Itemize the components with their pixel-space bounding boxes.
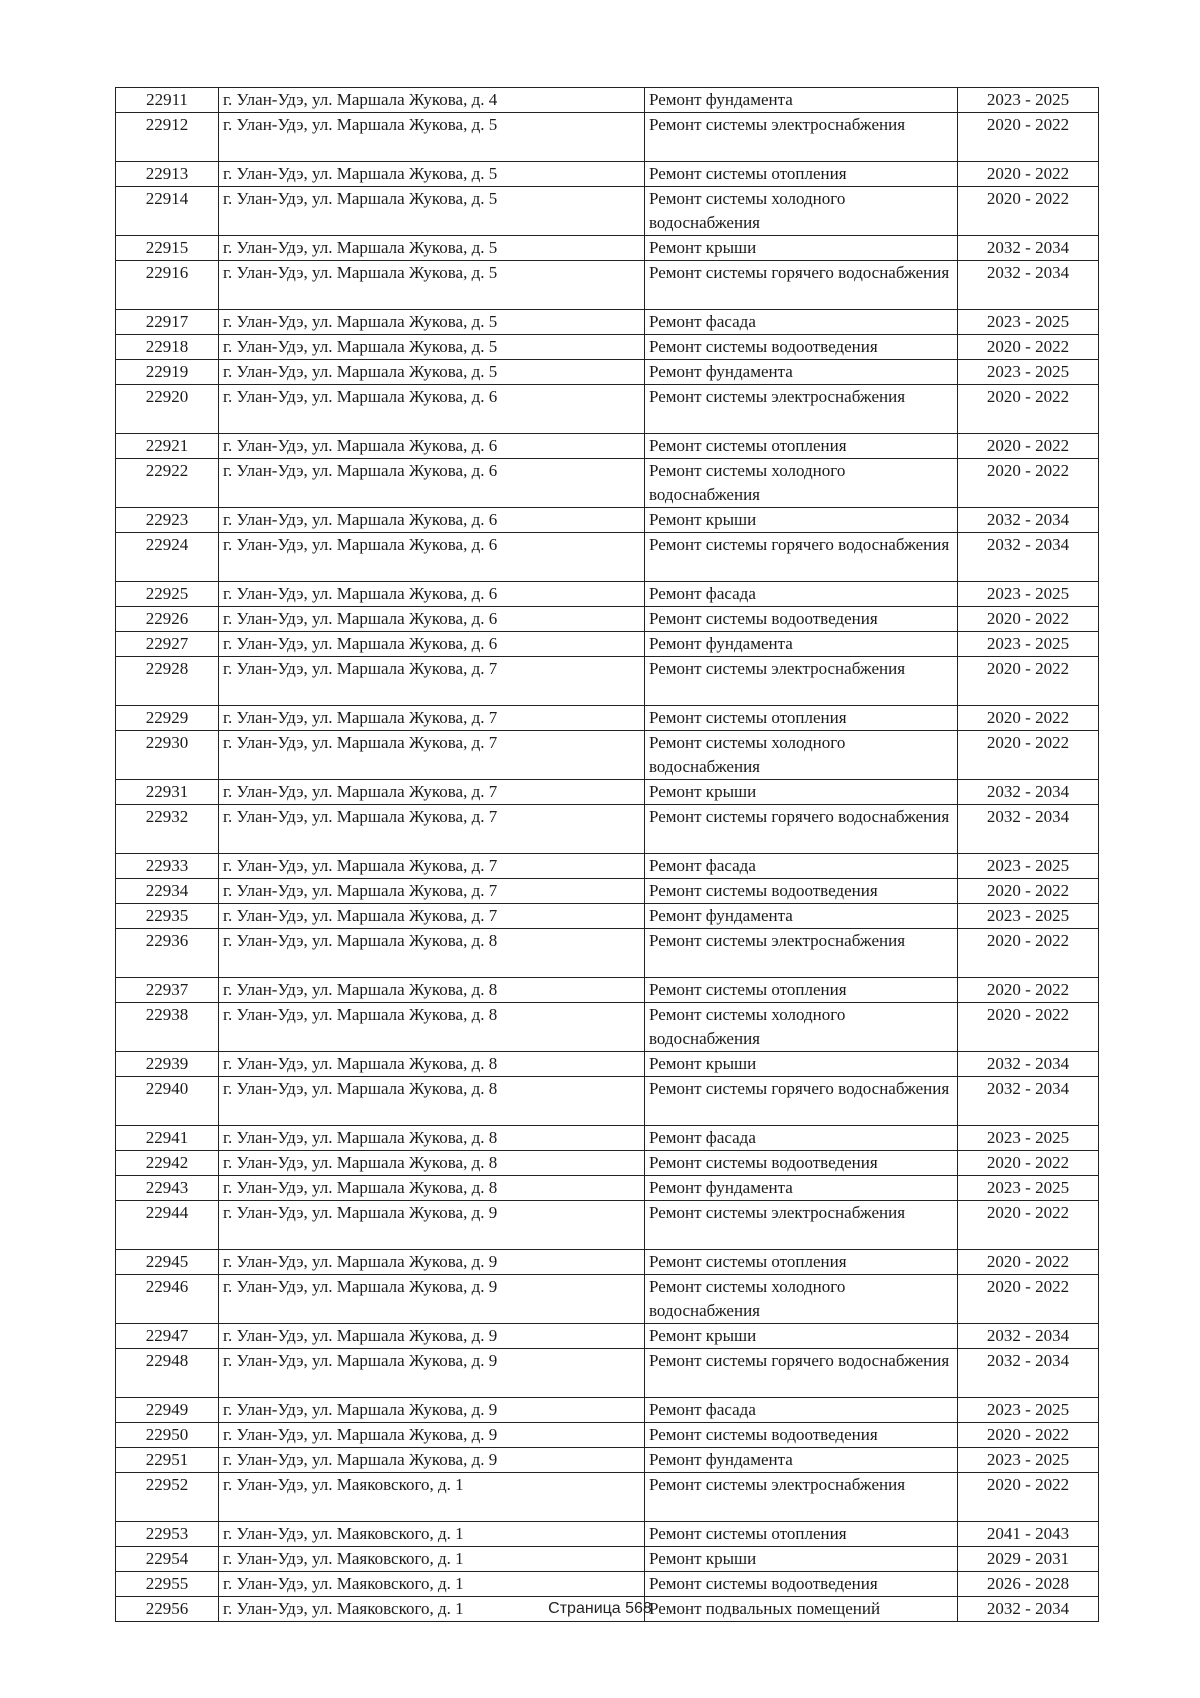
address-cell: г. Улан-Удэ, ул. Маршала Жукова, д. 8 (219, 1176, 645, 1201)
period-cell: 2020 - 2022 (958, 1473, 1099, 1522)
row-number: 22928 (116, 657, 219, 706)
work-type-cell: Ремонт фасада (645, 582, 958, 607)
table-row (116, 904, 1099, 929)
table-row (116, 1398, 1099, 1423)
address-cell: г. Улан-Удэ, ул. Маршала Жукова, д. 7 (219, 706, 645, 731)
table-row (116, 1052, 1099, 1077)
address-cell: г. Улан-Удэ, ул. Маршала Жукова, д. 6 (219, 582, 645, 607)
row-number: 22916 (116, 261, 219, 310)
period-cell: 2026 - 2028 (958, 1572, 1099, 1597)
row-number: 22956 (116, 1597, 219, 1622)
table-row (116, 434, 1099, 459)
period-cell: 2020 - 2022 (958, 607, 1099, 632)
table-row (116, 1324, 1099, 1349)
period-cell: 2032 - 2034 (958, 236, 1099, 261)
address-cell: г. Улан-Удэ, ул. Маяковского, д. 1 (219, 1597, 645, 1622)
table-row (116, 1275, 1099, 1324)
work-type-cell: Ремонт системы горячего водоснабжения (645, 1349, 958, 1398)
work-type-cell: Ремонт крыши (645, 508, 958, 533)
table-row (116, 533, 1099, 582)
row-number: 22935 (116, 904, 219, 929)
work-type-cell: Ремонт системы электроснабжения (645, 385, 958, 434)
period-cell: 2020 - 2022 (958, 706, 1099, 731)
address-cell: г. Улан-Удэ, ул. Маршала Жукова, д. 6 (219, 434, 645, 459)
table-body (116, 88, 1099, 1622)
work-type-cell: Ремонт системы электроснабжения (645, 1473, 958, 1522)
table-row (116, 385, 1099, 434)
period-cell: 2023 - 2025 (958, 360, 1099, 385)
work-type-cell: Ремонт системы водоотведения (645, 1423, 958, 1448)
work-type-cell: Ремонт фасада (645, 310, 958, 335)
address-cell: г. Улан-Удэ, ул. Маршала Жукова, д. 8 (219, 978, 645, 1003)
address-cell: г. Улан-Удэ, ул. Маршала Жукова, д. 7 (219, 780, 645, 805)
period-cell: 2023 - 2025 (958, 1176, 1099, 1201)
work-type-cell: Ремонт фундамента (645, 88, 958, 113)
work-type-cell: Ремонт системы холодного водоснабжения (645, 459, 958, 508)
table-row (116, 879, 1099, 904)
work-type-cell: Ремонт подвальных помещений (645, 1597, 958, 1622)
row-number: 22921 (116, 434, 219, 459)
period-cell: 2023 - 2025 (958, 854, 1099, 879)
work-type-cell: Ремонт системы горячего водоснабжения (645, 533, 958, 582)
row-number: 22929 (116, 706, 219, 731)
period-cell: 2020 - 2022 (958, 1423, 1099, 1448)
work-type-cell: Ремонт системы горячего водоснабжения (645, 261, 958, 310)
table-row (116, 1176, 1099, 1201)
table-row (116, 1547, 1099, 1572)
address-cell: г. Улан-Удэ, ул. Маршала Жукова, д. 8 (219, 1052, 645, 1077)
table-row (116, 780, 1099, 805)
period-cell: 2032 - 2034 (958, 1349, 1099, 1398)
work-type-cell: Ремонт системы водоотведения (645, 1151, 958, 1176)
work-type-cell: Ремонт крыши (645, 236, 958, 261)
table-row (116, 657, 1099, 706)
period-cell: 2029 - 2031 (958, 1547, 1099, 1572)
table-row (116, 854, 1099, 879)
row-number: 22922 (116, 459, 219, 508)
row-number: 22926 (116, 607, 219, 632)
address-cell: г. Улан-Удэ, ул. Маршала Жукова, д. 7 (219, 805, 645, 854)
address-cell: г. Улан-Удэ, ул. Маршала Жукова, д. 5 (219, 310, 645, 335)
address-cell: г. Улан-Удэ, ул. Маршала Жукова, д. 5 (219, 236, 645, 261)
address-cell: г. Улан-Удэ, ул. Маршала Жукова, д. 9 (219, 1448, 645, 1473)
work-type-cell: Ремонт системы водоотведения (645, 1572, 958, 1597)
row-number: 22919 (116, 360, 219, 385)
table-row (116, 1572, 1099, 1597)
work-type-cell: Ремонт системы отопления (645, 706, 958, 731)
address-cell: г. Улан-Удэ, ул. Маршала Жукова, д. 9 (219, 1398, 645, 1423)
table-row (116, 607, 1099, 632)
period-cell: 2032 - 2034 (958, 1324, 1099, 1349)
work-type-cell: Ремонт фундамента (645, 632, 958, 657)
table-row (116, 236, 1099, 261)
row-number: 22954 (116, 1547, 219, 1572)
table-row (116, 508, 1099, 533)
table-row (116, 261, 1099, 310)
address-cell: г. Улан-Удэ, ул. Маршала Жукова, д. 6 (219, 459, 645, 508)
period-cell: 2020 - 2022 (958, 335, 1099, 360)
table-row (116, 805, 1099, 854)
address-cell: г. Улан-Удэ, ул. Маршала Жукова, д. 9 (219, 1201, 645, 1250)
row-number: 22917 (116, 310, 219, 335)
period-cell: 2020 - 2022 (958, 1003, 1099, 1052)
row-number: 22920 (116, 385, 219, 434)
work-type-cell: Ремонт фасада (645, 1398, 958, 1423)
address-cell: г. Улан-Удэ, ул. Маршала Жукова, д. 4 (219, 88, 645, 113)
period-cell: 2020 - 2022 (958, 459, 1099, 508)
work-type-cell: Ремонт фасада (645, 854, 958, 879)
address-cell: г. Улан-Удэ, ул. Маршала Жукова, д. 5 (219, 261, 645, 310)
table-row (116, 978, 1099, 1003)
work-type-cell: Ремонт системы водоотведения (645, 879, 958, 904)
row-number: 22932 (116, 805, 219, 854)
period-cell: 2020 - 2022 (958, 187, 1099, 236)
work-type-cell: Ремонт системы холодного водоснабжения (645, 187, 958, 236)
period-cell: 2023 - 2025 (958, 904, 1099, 929)
work-type-cell: Ремонт крыши (645, 1547, 958, 1572)
row-number: 22953 (116, 1522, 219, 1547)
table-row (116, 113, 1099, 162)
address-cell: г. Улан-Удэ, ул. Маяковского, д. 1 (219, 1547, 645, 1572)
period-cell: 2020 - 2022 (958, 978, 1099, 1003)
period-cell: 2020 - 2022 (958, 1201, 1099, 1250)
period-cell: 2020 - 2022 (958, 434, 1099, 459)
address-cell: г. Улан-Удэ, ул. Маяковского, д. 1 (219, 1473, 645, 1522)
address-cell: г. Улан-Удэ, ул. Маршала Жукова, д. 5 (219, 335, 645, 360)
table-row (116, 88, 1099, 113)
period-cell: 2020 - 2022 (958, 1151, 1099, 1176)
address-cell: г. Улан-Удэ, ул. Маршала Жукова, д. 9 (219, 1324, 645, 1349)
address-cell: г. Улан-Удэ, ул. Маршала Жукова, д. 9 (219, 1275, 645, 1324)
work-type-cell: Ремонт системы отопления (645, 1250, 958, 1275)
work-type-cell: Ремонт крыши (645, 1052, 958, 1077)
period-cell: 2020 - 2022 (958, 879, 1099, 904)
address-cell: г. Улан-Удэ, ул. Маршала Жукова, д. 8 (219, 1126, 645, 1151)
period-cell: 2023 - 2025 (958, 310, 1099, 335)
table-row (116, 1151, 1099, 1176)
period-cell: 2041 - 2043 (958, 1522, 1099, 1547)
table-row (116, 929, 1099, 978)
table-row (116, 360, 1099, 385)
row-number: 22948 (116, 1349, 219, 1398)
work-type-cell: Ремонт системы холодного водоснабжения (645, 1275, 958, 1324)
period-cell: 2032 - 2034 (958, 1077, 1099, 1126)
row-number: 22940 (116, 1077, 219, 1126)
row-number: 22944 (116, 1201, 219, 1250)
work-type-cell: Ремонт системы горячего водоснабжения (645, 805, 958, 854)
table-row (116, 1201, 1099, 1250)
row-number: 22915 (116, 236, 219, 261)
period-cell: 2020 - 2022 (958, 929, 1099, 978)
address-cell: г. Улан-Удэ, ул. Маршала Жукова, д. 8 (219, 929, 645, 978)
address-cell: г. Улан-Удэ, ул. Маршала Жукова, д. 5 (219, 187, 645, 236)
table-row (116, 582, 1099, 607)
work-type-cell: Ремонт системы электроснабжения (645, 929, 958, 978)
period-cell: 2020 - 2022 (958, 113, 1099, 162)
address-cell: г. Улан-Удэ, ул. Маршала Жукова, д. 5 (219, 162, 645, 187)
table-row (116, 1349, 1099, 1398)
period-cell: 2032 - 2034 (958, 508, 1099, 533)
row-number: 22936 (116, 929, 219, 978)
row-number: 22913 (116, 162, 219, 187)
period-cell: 2020 - 2022 (958, 731, 1099, 780)
period-cell: 2023 - 2025 (958, 88, 1099, 113)
work-type-cell: Ремонт системы отопления (645, 434, 958, 459)
table-row (116, 1473, 1099, 1522)
row-number: 22947 (116, 1324, 219, 1349)
row-number: 22955 (116, 1572, 219, 1597)
row-number: 22946 (116, 1275, 219, 1324)
work-type-cell: Ремонт фундамента (645, 360, 958, 385)
table-row (116, 162, 1099, 187)
period-cell: 2020 - 2022 (958, 657, 1099, 706)
row-number: 22927 (116, 632, 219, 657)
period-cell: 2032 - 2034 (958, 805, 1099, 854)
work-type-cell: Ремонт крыши (645, 780, 958, 805)
address-cell: г. Улан-Удэ, ул. Маршала Жукова, д. 9 (219, 1349, 645, 1398)
period-cell: 2032 - 2034 (958, 780, 1099, 805)
table-row (116, 187, 1099, 236)
row-number: 22937 (116, 978, 219, 1003)
table-row (116, 335, 1099, 360)
address-cell: г. Улан-Удэ, ул. Маршала Жукова, д. 6 (219, 533, 645, 582)
address-cell: г. Улан-Удэ, ул. Маршала Жукова, д. 6 (219, 385, 645, 434)
period-cell: 2032 - 2034 (958, 261, 1099, 310)
row-number: 22933 (116, 854, 219, 879)
address-cell: г. Улан-Удэ, ул. Маршала Жукова, д. 7 (219, 854, 645, 879)
work-type-cell: Ремонт системы электроснабжения (645, 113, 958, 162)
table-row (116, 1448, 1099, 1473)
repair-schedule-table (115, 87, 1099, 1622)
address-cell: г. Улан-Удэ, ул. Маршала Жукова, д. 6 (219, 508, 645, 533)
address-cell: г. Улан-Удэ, ул. Маршала Жукова, д. 9 (219, 1423, 645, 1448)
table-row (116, 706, 1099, 731)
work-type-cell: Ремонт системы водоотведения (645, 335, 958, 360)
table-row (116, 1250, 1099, 1275)
address-cell: г. Улан-Удэ, ул. Маршала Жукова, д. 8 (219, 1077, 645, 1126)
period-cell: 2020 - 2022 (958, 162, 1099, 187)
row-number: 22911 (116, 88, 219, 113)
period-cell: 2032 - 2034 (958, 1597, 1099, 1622)
row-number: 22931 (116, 780, 219, 805)
work-type-cell: Ремонт фундамента (645, 1176, 958, 1201)
period-cell: 2023 - 2025 (958, 1398, 1099, 1423)
address-cell: г. Улан-Удэ, ул. Маршала Жукова, д. 6 (219, 607, 645, 632)
address-cell: г. Улан-Удэ, ул. Маяковского, д. 1 (219, 1572, 645, 1597)
row-number: 22912 (116, 113, 219, 162)
table-row (116, 1522, 1099, 1547)
period-cell: 2032 - 2034 (958, 533, 1099, 582)
row-number: 22938 (116, 1003, 219, 1052)
address-cell: г. Улан-Удэ, ул. Маршала Жукова, д. 7 (219, 879, 645, 904)
row-number: 22949 (116, 1398, 219, 1423)
row-number: 22925 (116, 582, 219, 607)
row-number: 22950 (116, 1423, 219, 1448)
address-cell: г. Улан-Удэ, ул. Маршала Жукова, д. 8 (219, 1151, 645, 1176)
period-cell: 2020 - 2022 (958, 1275, 1099, 1324)
table-row (116, 310, 1099, 335)
work-type-cell: Ремонт системы электроснабжения (645, 1201, 958, 1250)
table-row (116, 1003, 1099, 1052)
period-cell: 2023 - 2025 (958, 582, 1099, 607)
work-type-cell: Ремонт системы водоотведения (645, 607, 958, 632)
row-number: 22941 (116, 1126, 219, 1151)
row-number: 22924 (116, 533, 219, 582)
work-type-cell: Ремонт системы отопления (645, 162, 958, 187)
address-cell: г. Улан-Удэ, ул. Маршала Жукова, д. 7 (219, 731, 645, 780)
work-type-cell: Ремонт системы отопления (645, 1522, 958, 1547)
period-cell: 2023 - 2025 (958, 632, 1099, 657)
row-number: 22934 (116, 879, 219, 904)
row-number: 22943 (116, 1176, 219, 1201)
address-cell: г. Улан-Удэ, ул. Маршала Жукова, д. 5 (219, 360, 645, 385)
period-cell: 2020 - 2022 (958, 385, 1099, 434)
work-type-cell: Ремонт системы холодного водоснабжения (645, 731, 958, 780)
table-row (116, 1077, 1099, 1126)
work-type-cell: Ремонт фундамента (645, 1448, 958, 1473)
address-cell: г. Улан-Удэ, ул. Маршала Жукова, д. 5 (219, 113, 645, 162)
row-number: 22914 (116, 187, 219, 236)
table-row (116, 1126, 1099, 1151)
work-type-cell: Ремонт системы отопления (645, 978, 958, 1003)
table-row (116, 632, 1099, 657)
address-cell: г. Улан-Удэ, ул. Маршала Жукова, д. 7 (219, 657, 645, 706)
row-number: 22945 (116, 1250, 219, 1275)
table-row (116, 731, 1099, 780)
address-cell: г. Улан-Удэ, ул. Маршала Жукова, д. 7 (219, 904, 645, 929)
period-cell: 2032 - 2034 (958, 1052, 1099, 1077)
address-cell: г. Улан-Удэ, ул. Маршала Жукова, д. 9 (219, 1250, 645, 1275)
page-number: Страница 568 (548, 1600, 652, 1617)
row-number: 22930 (116, 731, 219, 780)
address-cell: г. Улан-Удэ, ул. Маршала Жукова, д. 6 (219, 632, 645, 657)
table-row (116, 459, 1099, 508)
address-cell: г. Улан-Удэ, ул. Маршала Жукова, д. 8 (219, 1003, 645, 1052)
address-cell: г. Улан-Удэ, ул. Маяковского, д. 1 (219, 1522, 645, 1547)
period-cell: 2023 - 2025 (958, 1448, 1099, 1473)
row-number: 22951 (116, 1448, 219, 1473)
period-cell: 2023 - 2025 (958, 1126, 1099, 1151)
work-type-cell: Ремонт системы холодного водоснабжения (645, 1003, 958, 1052)
row-number: 22939 (116, 1052, 219, 1077)
table-row (116, 1423, 1099, 1448)
row-number: 22942 (116, 1151, 219, 1176)
work-type-cell: Ремонт фундамента (645, 904, 958, 929)
work-type-cell: Ремонт системы электроснабжения (645, 657, 958, 706)
row-number: 22952 (116, 1473, 219, 1522)
work-type-cell: Ремонт фасада (645, 1126, 958, 1151)
period-cell: 2020 - 2022 (958, 1250, 1099, 1275)
work-type-cell: Ремонт системы горячего водоснабжения (645, 1077, 958, 1126)
work-type-cell: Ремонт крыши (645, 1324, 958, 1349)
row-number: 22918 (116, 335, 219, 360)
row-number: 22923 (116, 508, 219, 533)
